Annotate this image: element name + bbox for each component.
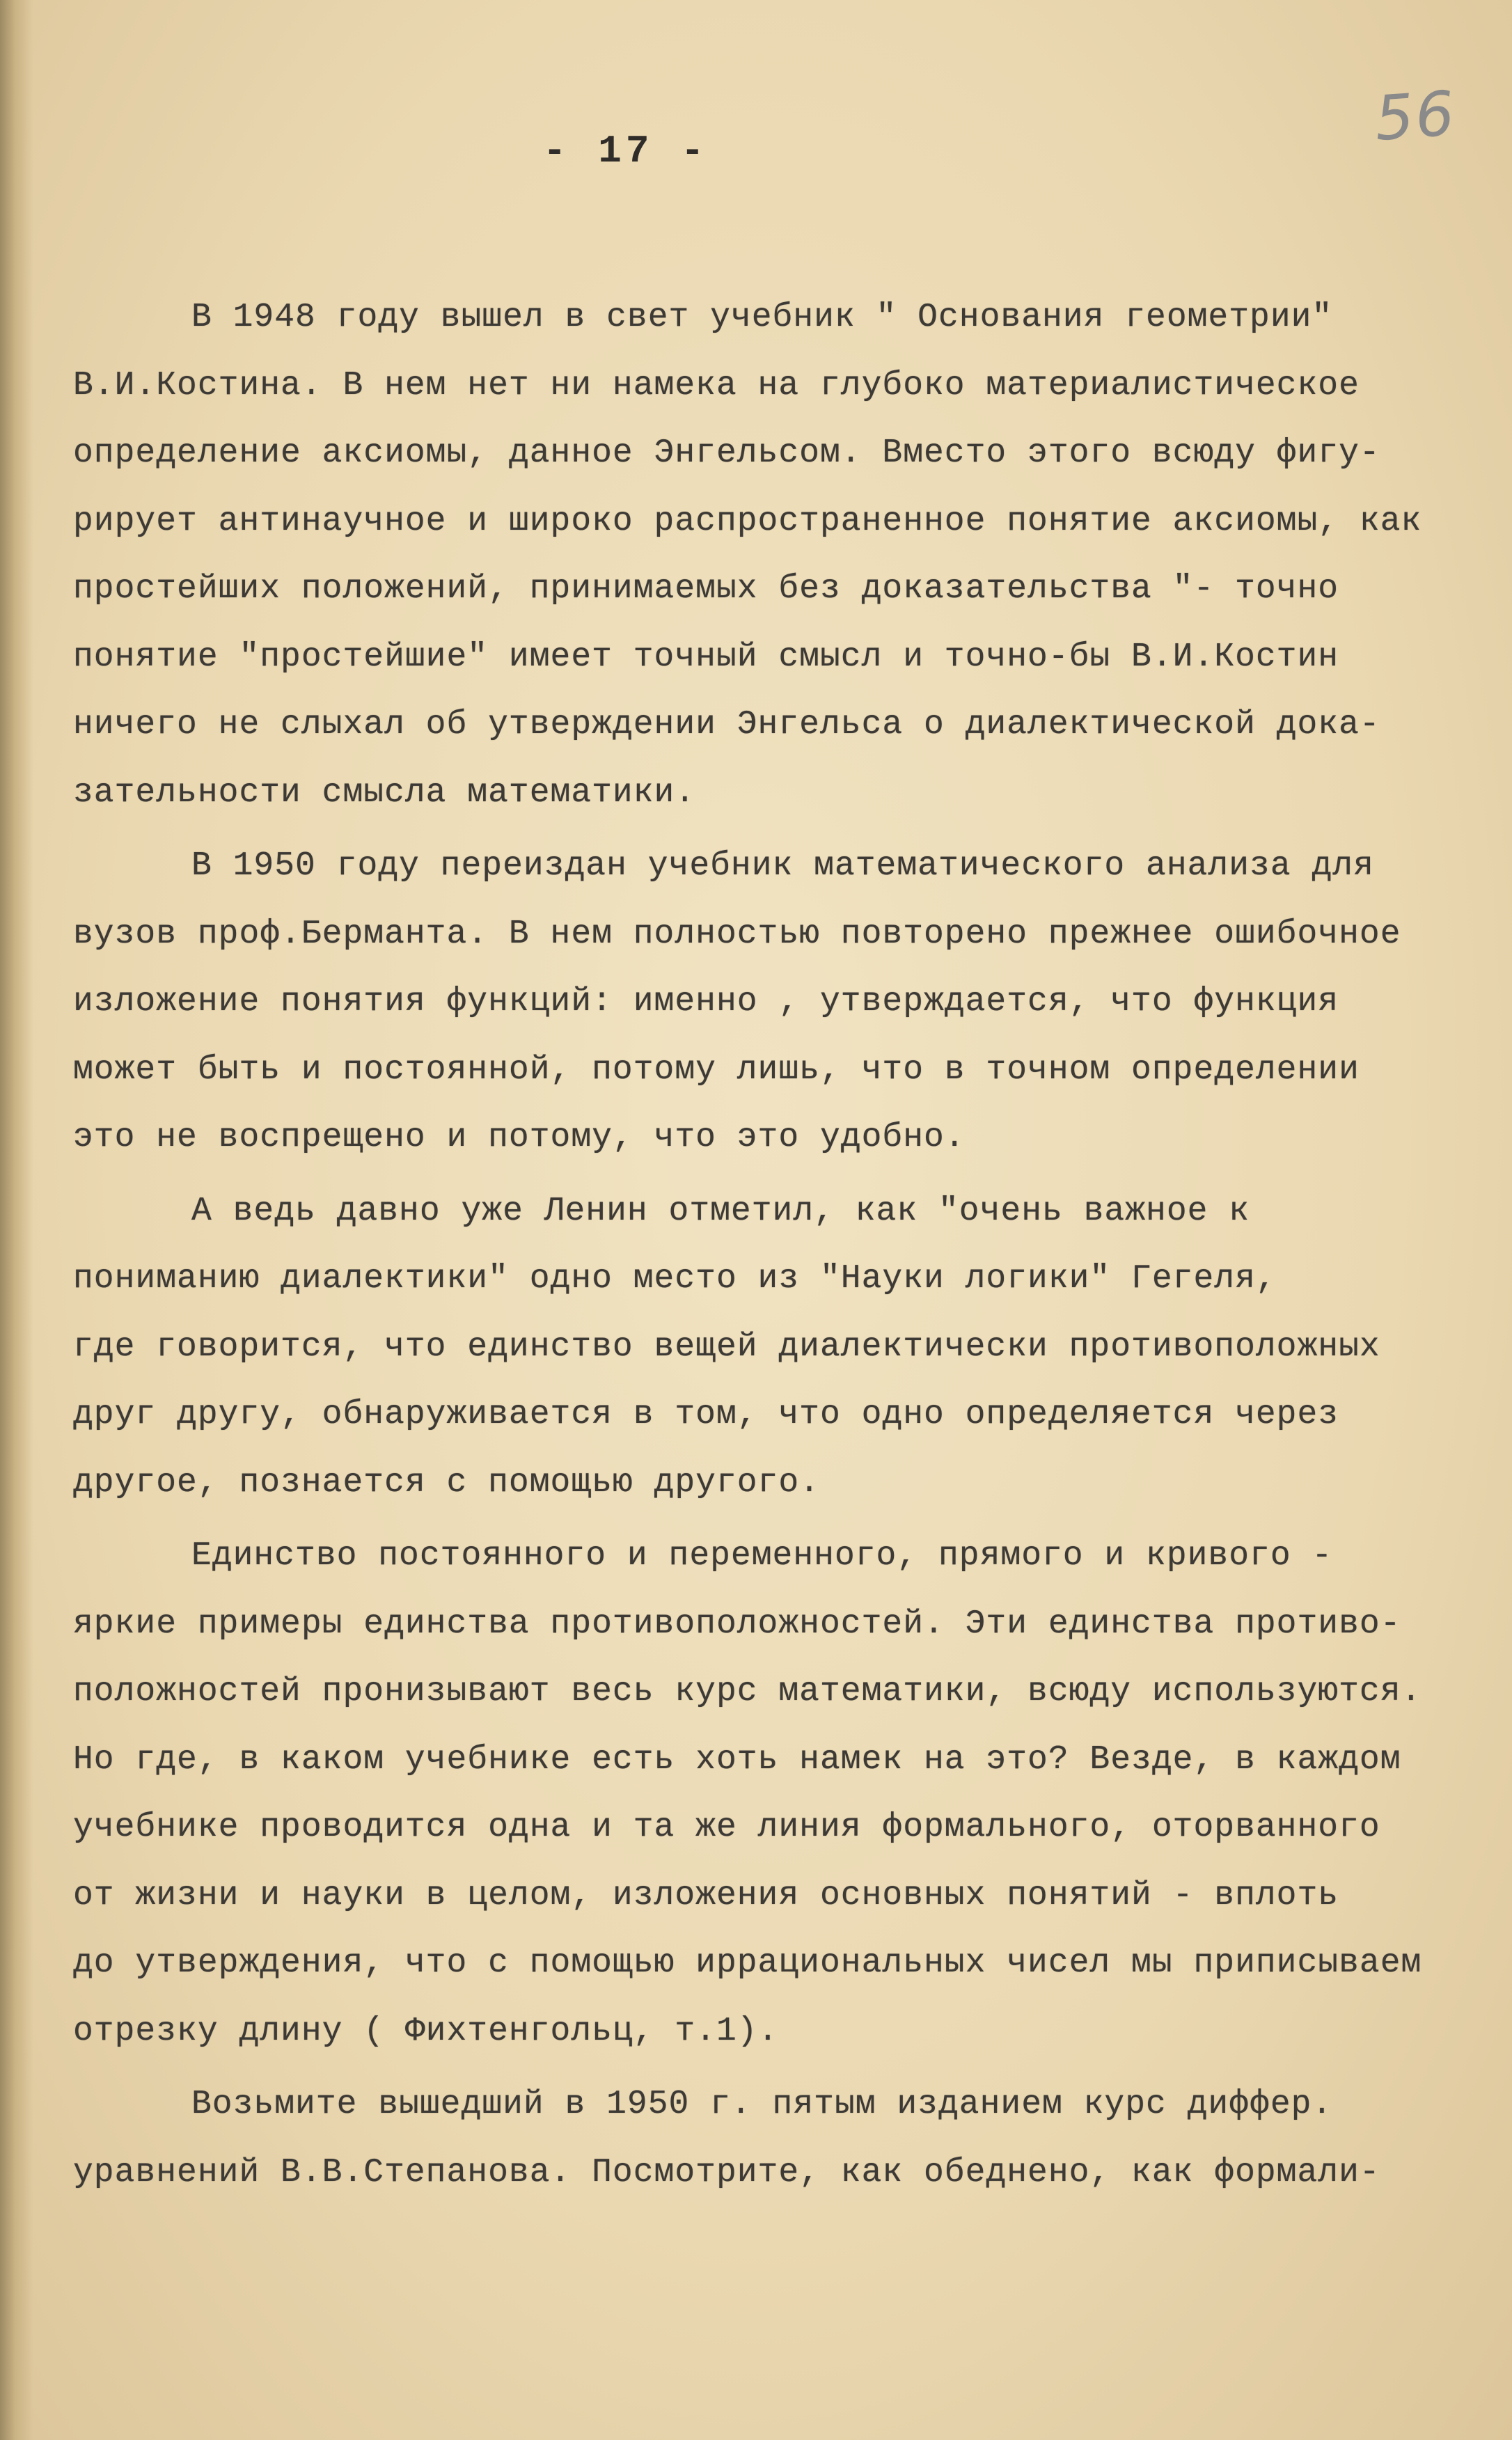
- paragraph: [73, 1522, 1479, 2065]
- text-line: пониманию диалектики" одно место из "Науки логики" Гегеля,: [73, 1260, 1277, 1298]
- text-line: понятие "простейшие" имеет точный смысл и точно-бы В.И.Костин: [73, 638, 1339, 676]
- paragraph: [73, 2071, 1479, 2207]
- text-line: В 1950 году переиздан учебник математического анализа для: [191, 847, 1374, 885]
- text-line: А ведь давно уже Ленин отметил, как "очень важное к: [191, 1192, 1250, 1230]
- text-line: отрезку длину ( Фихтенгольц, т.1).: [73, 2012, 779, 2050]
- text-line: это не воспрещено и потому, что это удобно.: [73, 1119, 966, 1156]
- archive-folio-number: 56: [1372, 77, 1458, 155]
- text-line: другое, познается с помощью другого.: [73, 1463, 820, 1502]
- text-line: зательности смысла математики.: [73, 773, 696, 812]
- text-line: В 1948 году вышел в свет учебник " Основания геометрии": [191, 299, 1333, 336]
- text-line: друг другу, обнаруживается в том, что одно определяется через: [73, 1396, 1339, 1433]
- text-line: яркие примеры единства противоположностей. Эти единства противо-: [73, 1605, 1401, 1643]
- text-line: изложение понятия функций: именно , утверждается, что функция: [73, 983, 1339, 1021]
- text-line: Возьмите вышедший в 1950 г. пятым изданием курс диффер.: [191, 2086, 1333, 2123]
- text-line: вузов проф.Берманта. В нем полностью повторено прежнее ошибочное: [73, 915, 1401, 953]
- paragraph: [73, 833, 1479, 1172]
- text-line: уравнений В.В.Степанова. Посмотрите, как обеднено, как формали-: [73, 2153, 1380, 2191]
- body-text: [73, 284, 1479, 2207]
- text-line: где говорится, что единство вещей диалектически противоположных: [73, 1328, 1380, 1366]
- page-number: - 17 -: [543, 129, 709, 173]
- text-line: до утверждения, что с помощью иррациональных чисел мы приписываем: [73, 1944, 1422, 1982]
- text-line: ничего не слыхал об утверждении Энгельса о диалектической дока-: [73, 706, 1380, 743]
- text-line: учебнике проводится одна и та же линия формального, оторванного: [73, 1809, 1380, 1846]
- text-line: положностей пронизывают весь курс математики, всюду используются.: [73, 1673, 1422, 1710]
- text-line: может быть и постоянной, потому лишь, что в точном определении: [73, 1050, 1360, 1089]
- text-line: от жизни и науки в целом, изложения основных понятий - вплоть: [73, 1876, 1339, 1914]
- text-line: определение аксиомы, данное Энгельсом. Вместо этого всюду фигу-: [73, 434, 1380, 472]
- text-line: Но где, в каком учебнике есть хоть намек на это? Везде, в каждом: [73, 1740, 1401, 1779]
- binding-edge-shadow: [0, 0, 33, 2440]
- paragraph: [73, 1178, 1479, 1518]
- paragraph: [73, 284, 1479, 827]
- text-line: Единство постоянного и переменного, прямого и кривого -: [191, 1537, 1333, 1575]
- text-line: В.И.Костина. В нем нет ни намека на глубоко материалистическое: [73, 366, 1360, 404]
- text-line: простейших положений, принимаемых без доказательства "- точно: [73, 570, 1339, 608]
- text-line: рирует антинаучное и широко распространенное понятие аксиомы, как: [73, 502, 1422, 540]
